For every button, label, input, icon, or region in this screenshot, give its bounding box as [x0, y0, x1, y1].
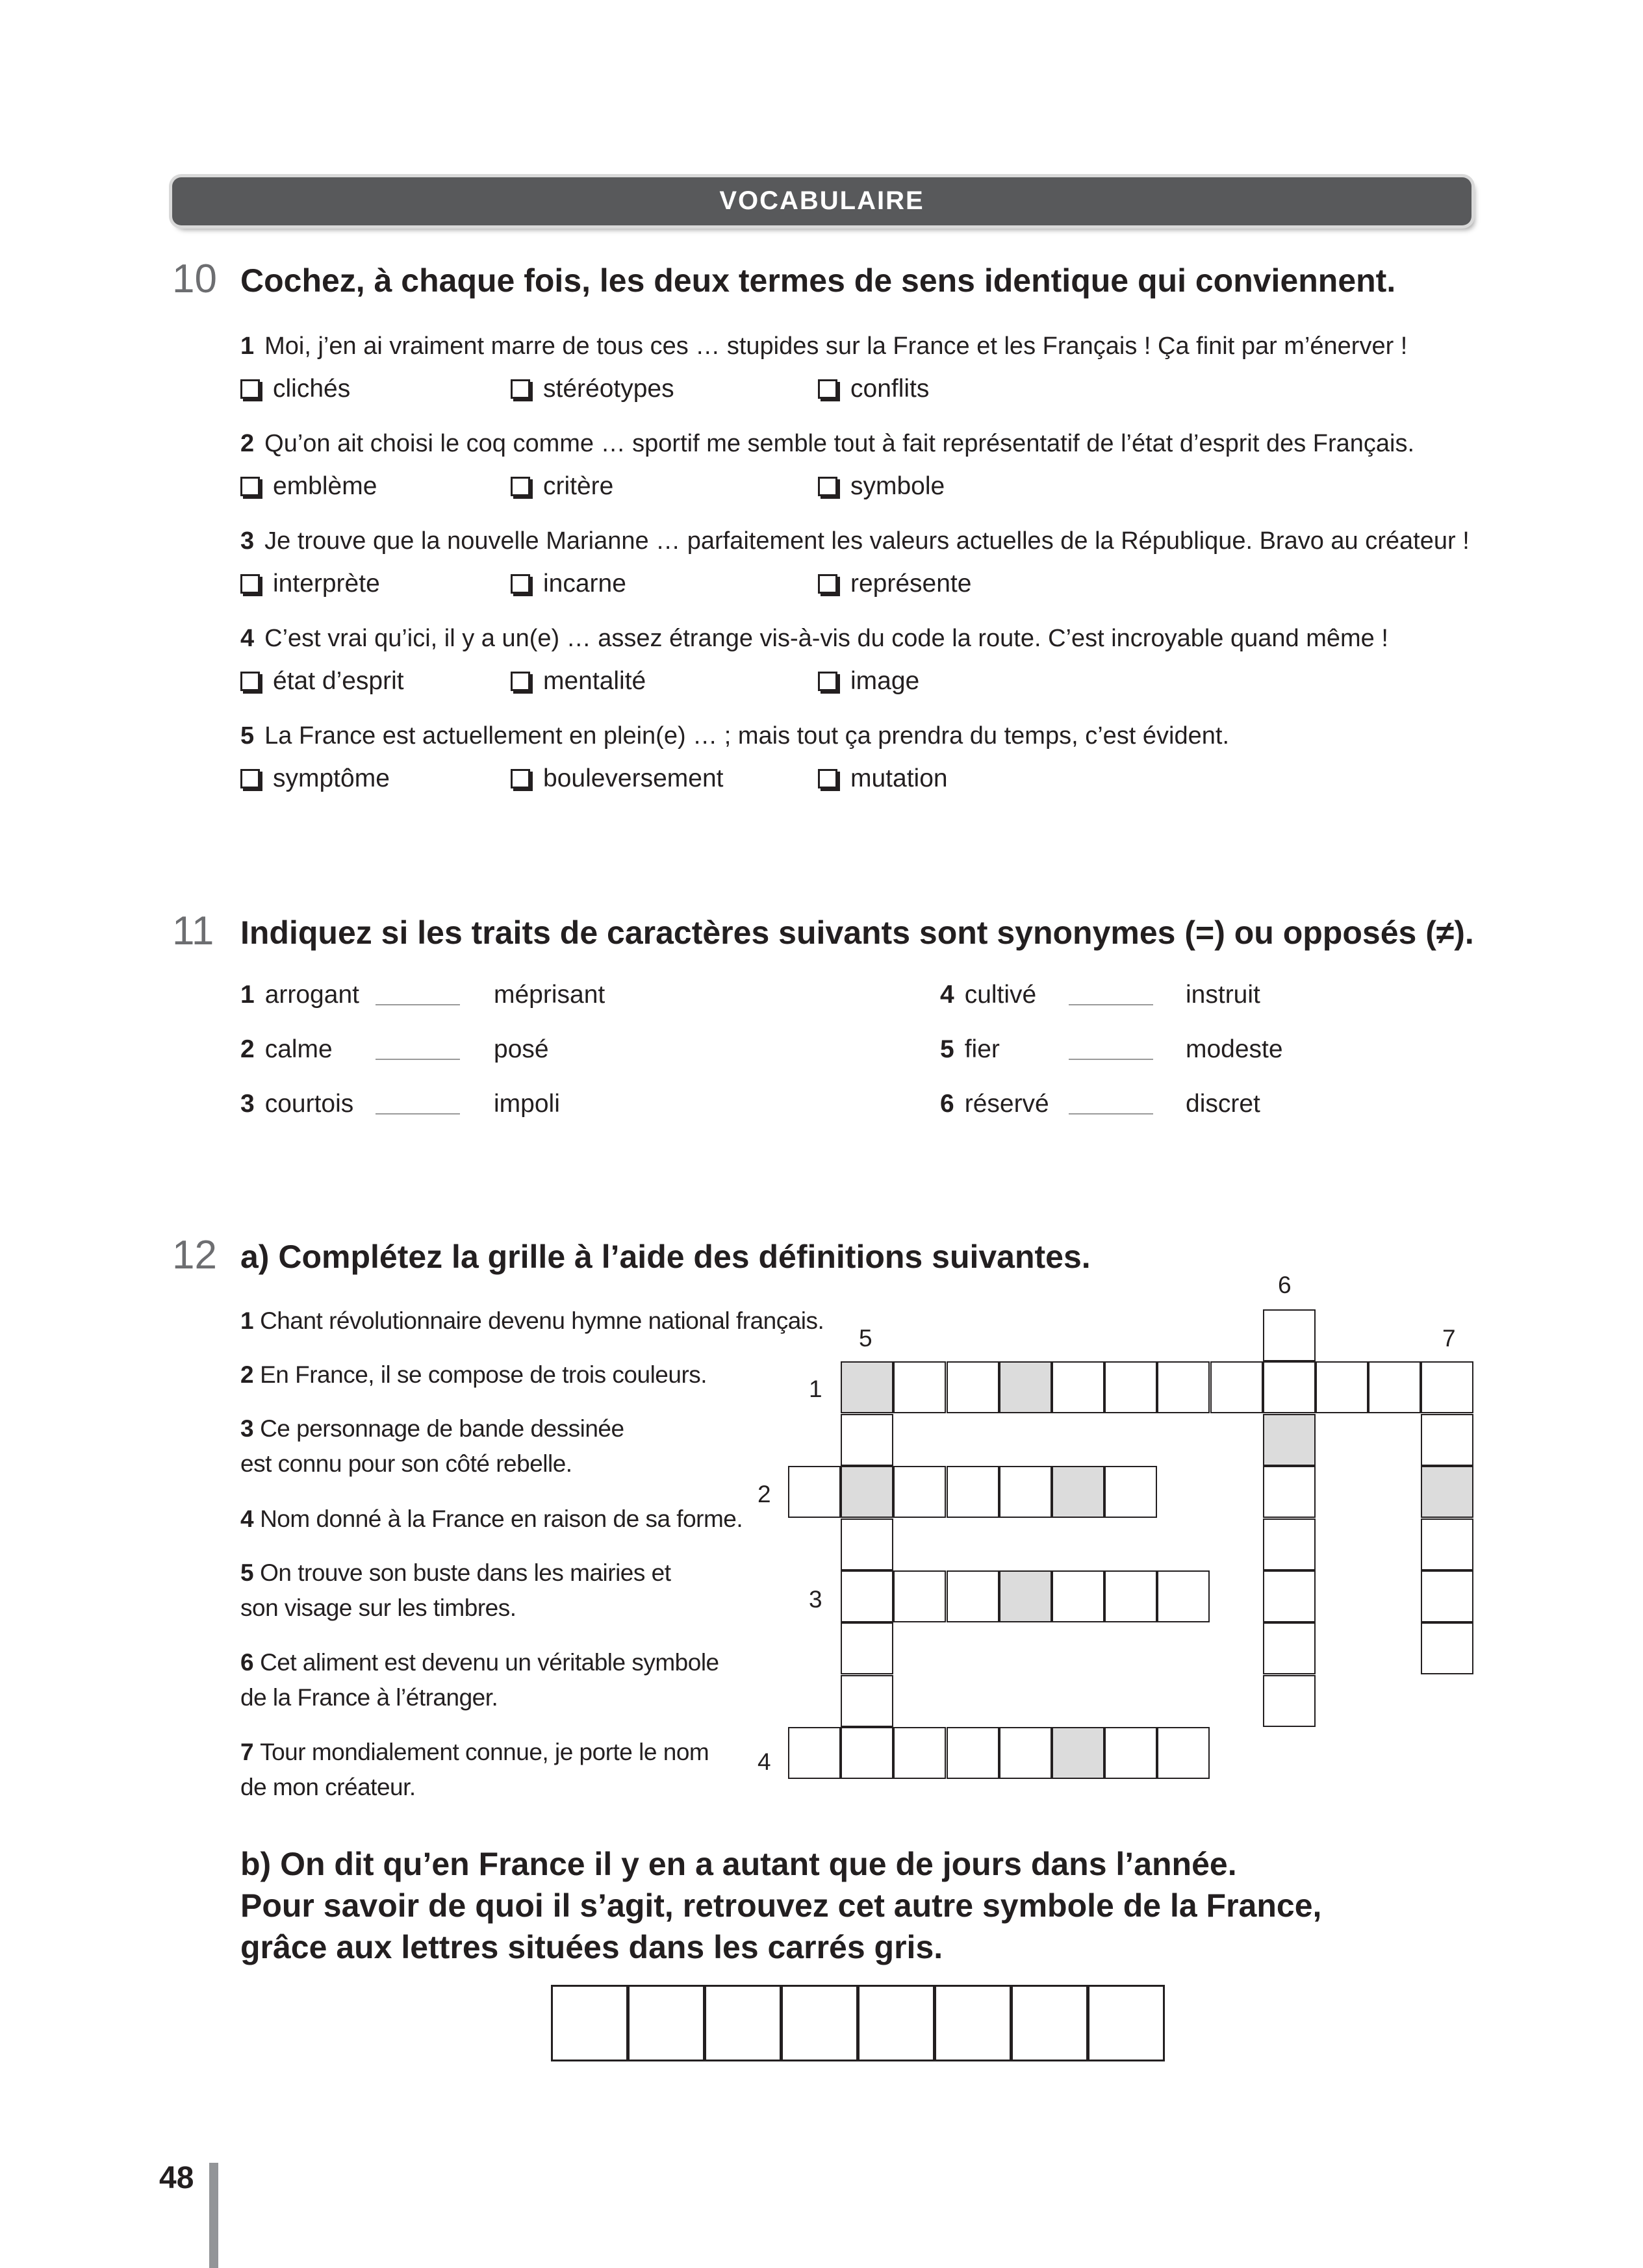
crossword-cell[interactable]: [1263, 1309, 1316, 1361]
pair-6-word: 6 réservé: [940, 1090, 1049, 1118]
exercise-11-title: Indiquez si les traits de caractères suivants sont synonymes (=) ou opposés (≠).: [240, 914, 1474, 951]
page-margin-bar: [209, 2163, 218, 2268]
crossword-cell[interactable]: [841, 1570, 893, 1622]
answer-box[interactable]: [1011, 1985, 1088, 2061]
definition-1: 1 Chant révolutionnaire devenu hymne national français.: [240, 1307, 824, 1334]
checkbox-option[interactable]: image: [818, 667, 919, 696]
pair-3-match: impoli: [494, 1090, 560, 1118]
checkbox-icon[interactable]: [818, 477, 837, 496]
grid-label-4: 4: [758, 1748, 771, 1775]
crossword-cell[interactable]: [1263, 1466, 1316, 1518]
crossword-cell[interactable]: [1421, 1414, 1473, 1466]
crossword-cell[interactable]: [841, 1414, 893, 1466]
checkbox-option[interactable]: état d’esprit: [240, 667, 404, 696]
checkbox-option[interactable]: bouleversement: [511, 764, 724, 793]
question-3: 3 Je trouve que la nouvelle Marianne … parfaitement les valeurs actuelles de la République. Bravo au créateur !: [240, 527, 1470, 555]
grid-label-2: 2: [758, 1481, 771, 1507]
crossword-cell[interactable]: [893, 1727, 946, 1779]
crossword-cell[interactable]: [1157, 1361, 1210, 1413]
crossword-cell-gray[interactable]: [1052, 1727, 1104, 1779]
checkbox-option[interactable]: stéréotypes: [511, 375, 674, 403]
checkbox-option[interactable]: symptôme: [240, 764, 390, 793]
crossword-cell[interactable]: [1263, 1675, 1316, 1727]
crossword-cell[interactable]: [1210, 1361, 1263, 1413]
definition-7: 7 Tour mondialement connue, je porte le nom de mon créateur.: [240, 1739, 709, 1800]
crossword-cell-gray[interactable]: [1421, 1466, 1473, 1518]
answer-blank[interactable]: [1069, 1059, 1153, 1060]
question-2: 2 Qu’on ait choisi le coq comme … sportif me semble tout à fait représentatif de l’état d’esprit des Français.: [240, 430, 1415, 457]
checkbox-icon[interactable]: [240, 379, 260, 399]
question-4: 4 C’est vrai qu’ici, il y a un(e) … assez étrange vis-à-vis du code la route. C’est incroyable quand même !: [240, 625, 1388, 652]
crossword-cell[interactable]: [1368, 1361, 1421, 1413]
crossword-cell-gray[interactable]: [841, 1466, 893, 1518]
crossword-cell[interactable]: [1104, 1466, 1157, 1518]
crossword-cell[interactable]: [999, 1466, 1052, 1518]
answer-blank[interactable]: [376, 1113, 460, 1115]
pair-6-match: discret: [1186, 1090, 1260, 1118]
crossword-cell[interactable]: [999, 1727, 1052, 1779]
grid-label-6: 6: [1278, 1272, 1292, 1298]
grid-label-3: 3: [809, 1586, 822, 1613]
crossword-cell[interactable]: [1263, 1518, 1316, 1570]
crossword-cell[interactable]: [1157, 1570, 1210, 1622]
checkbox-icon[interactable]: [240, 574, 260, 594]
crossword-cell[interactable]: [841, 1518, 893, 1570]
crossword-cell[interactable]: [1421, 1570, 1473, 1622]
checkbox-icon[interactable]: [511, 769, 530, 788]
pair-2-match: posé: [494, 1035, 549, 1063]
checkbox-icon[interactable]: [511, 379, 530, 399]
exercise-10-title: Cochez, à chaque fois, les deux termes de sens identique qui conviennent.: [240, 262, 1396, 299]
crossword-cell[interactable]: [947, 1361, 999, 1413]
answer-blank[interactable]: [376, 1059, 460, 1060]
definition-5: 5 On trouve son buste dans les mairies et son visage sur les timbres.: [240, 1559, 671, 1621]
answer-box[interactable]: [704, 1985, 782, 2061]
checkbox-icon[interactable]: [511, 672, 530, 691]
answer-blank[interactable]: [1069, 1113, 1153, 1115]
question-5: 5 La France est actuellement en plein(e) … ; mais tout ça prendra du temps, c’est évident.: [240, 722, 1229, 750]
checkbox-option[interactable]: clichés: [240, 375, 350, 403]
pair-1-word: 1 arrogant: [240, 981, 359, 1009]
answer-box[interactable]: [628, 1985, 705, 2061]
pair-4-match: instruit: [1186, 981, 1260, 1009]
crossword-cell[interactable]: [1421, 1361, 1473, 1413]
crossword-cell[interactable]: [1157, 1727, 1210, 1779]
crossword-cell[interactable]: [893, 1570, 946, 1622]
crossword-cell[interactable]: [1421, 1518, 1473, 1570]
crossword-cell[interactable]: [1104, 1570, 1157, 1622]
crossword-cell[interactable]: [1104, 1727, 1157, 1779]
crossword-cell[interactable]: [947, 1570, 999, 1622]
checkbox-icon[interactable]: [818, 769, 837, 788]
checkbox-icon[interactable]: [511, 574, 530, 594]
answer-box[interactable]: [551, 1985, 628, 2061]
pair-5-word: 5 fier: [940, 1035, 1000, 1063]
checkbox-option[interactable]: emblème: [240, 472, 377, 501]
pair-5-match: modeste: [1186, 1035, 1283, 1063]
checkbox-icon[interactable]: [240, 672, 260, 691]
grid-label-5: 5: [859, 1325, 872, 1352]
crossword-cell[interactable]: [1421, 1622, 1473, 1674]
pair-4-word: 4 cultivé: [940, 981, 1037, 1009]
checkbox-option[interactable]: conflits: [818, 375, 929, 403]
answer-blank[interactable]: [1069, 1004, 1153, 1005]
checkbox-icon[interactable]: [511, 477, 530, 496]
page-number: 48: [159, 2161, 194, 2195]
crossword-cell[interactable]: [841, 1675, 893, 1727]
answer-box[interactable]: [934, 1985, 1012, 2061]
crossword-cell-gray[interactable]: [999, 1570, 1052, 1622]
crossword-cell-gray[interactable]: [1052, 1466, 1104, 1518]
answer-box[interactable]: [858, 1985, 935, 2061]
exercise-12-title-b: b) On dit qu’en France il y en a autant que de jours dans l’année. Pour savoir de quoi il s’agit, retrouvez cet autre symbole de la France, grâce aux lettres situées dans les carrés gris.: [240, 1846, 1322, 1965]
definition-4: 4 Nom donné à la France en raison de sa forme.: [240, 1506, 743, 1532]
exercise-12-title-a: a) Complétez la grille à l’aide des définitions suivantes.: [240, 1239, 1091, 1275]
definition-6: 6 Cet aliment est devenu un véritable symbole de la France à l’étranger.: [240, 1649, 719, 1711]
exercise-12-number: 12: [172, 1233, 217, 1278]
crossword-cell[interactable]: [1316, 1361, 1368, 1413]
pair-1-match: méprisant: [494, 981, 605, 1009]
crossword-cell[interactable]: [947, 1466, 999, 1518]
definition-3: 3 Ce personnage de bande dessinée est connu pour son côté rebelle.: [240, 1415, 624, 1477]
checkbox-option[interactable]: symbole: [818, 472, 945, 501]
checkbox-icon[interactable]: [240, 769, 260, 788]
crossword-cell[interactable]: [1263, 1570, 1316, 1622]
section-title: VOCABULAIRE: [719, 186, 924, 215]
crossword-cell[interactable]: [1052, 1361, 1104, 1413]
crossword-cell[interactable]: [788, 1466, 841, 1518]
grid-label-1: 1: [809, 1376, 822, 1402]
crossword-cell[interactable]: [841, 1727, 893, 1779]
crossword-cell[interactable]: [893, 1466, 946, 1518]
checkbox-icon[interactable]: [240, 477, 260, 496]
checkbox-option[interactable]: représente: [818, 570, 971, 598]
exercise-11-number: 11: [172, 909, 214, 953]
checkbox-option[interactable]: incarne: [511, 570, 626, 598]
crossword-cell[interactable]: [947, 1727, 999, 1779]
pair-3-word: 3 courtois: [240, 1090, 354, 1118]
crossword-cell[interactable]: [893, 1361, 946, 1413]
question-1: 1 Moi, j’en ai vraiment marre de tous ces … stupides sur la France et les Français ! Ça finit par m’énerver !: [240, 333, 1408, 360]
definition-2: 2 En France, il se compose de trois couleurs.: [240, 1361, 707, 1388]
answer-blank[interactable]: [376, 1004, 460, 1005]
section-banner: [172, 177, 1471, 225]
crossword-cell-gray[interactable]: [841, 1361, 893, 1413]
answer-box[interactable]: [781, 1985, 858, 2061]
exercise-10-number: 10: [172, 257, 217, 301]
crossword-cell-gray[interactable]: [999, 1361, 1052, 1413]
crossword-cell[interactable]: [1263, 1622, 1316, 1674]
pair-2-word: 2 calme: [240, 1035, 333, 1063]
checkbox-option[interactable]: mutation: [818, 764, 948, 793]
checkbox-option[interactable]: mentalité: [511, 667, 646, 696]
crossword-cell[interactable]: [1052, 1570, 1104, 1622]
checkbox-option[interactable]: interprète: [240, 570, 380, 598]
checkbox-option[interactable]: critère: [511, 472, 613, 501]
checkbox-icon[interactable]: [818, 574, 837, 594]
crossword-cell-gray[interactable]: [1263, 1414, 1316, 1466]
crossword-cell[interactable]: [1263, 1361, 1316, 1413]
grid-label-7: 7: [1442, 1325, 1456, 1352]
checkbox-icon[interactable]: [818, 379, 837, 399]
checkbox-icon[interactable]: [818, 672, 837, 691]
crossword-cell[interactable]: [788, 1727, 841, 1779]
crossword-cell[interactable]: [1104, 1361, 1157, 1413]
answer-box[interactable]: [1088, 1985, 1165, 2061]
crossword-cell[interactable]: [841, 1622, 893, 1674]
